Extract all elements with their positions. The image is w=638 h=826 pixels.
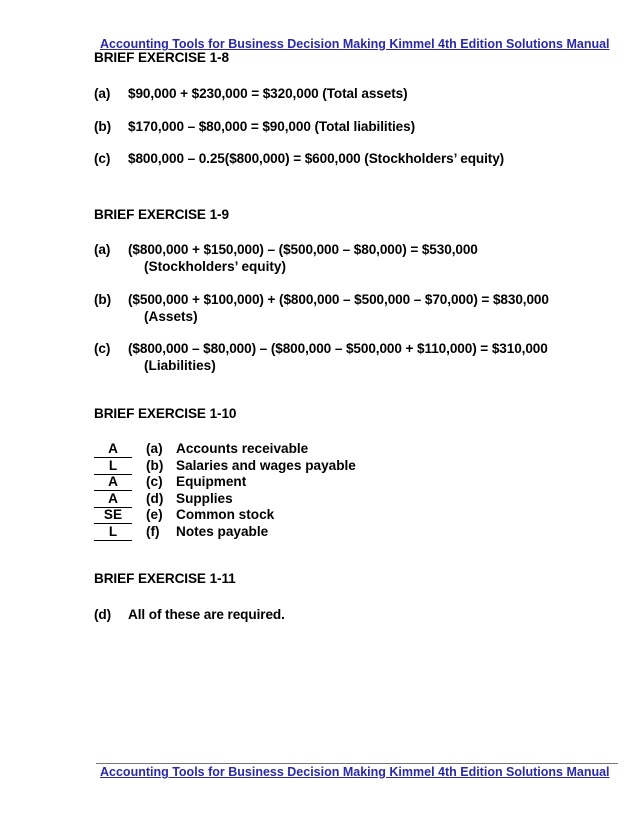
item-label: (c) [94, 151, 111, 166]
footer-solutions-manual-link[interactable]: Accounting Tools for Business Decision Making Kimmel 4th Edition Solutions Manual [100, 765, 610, 779]
item-label: (a) [94, 242, 111, 257]
be19-item-a-note: (Stockholders’ equity) [144, 259, 287, 274]
be18-item-a [94, 86, 408, 101]
account-name: Notes payable [176, 524, 269, 539]
item-label: (a) [94, 86, 111, 101]
be111-title: BRIEF EXERCISE 1-11 [94, 571, 236, 586]
be19-item-b [94, 292, 549, 307]
be19-item-a [94, 242, 478, 257]
be19-item-c-note: (Liabilities) [144, 358, 216, 373]
row-letter: (b) [146, 458, 164, 473]
be19-item-c [94, 341, 548, 356]
item-label: (c) [94, 341, 111, 356]
item-text: ($500,000 + $100,000) + ($800,000 – $500,000 – $70,000) = $830,000 [128, 292, 549, 307]
classification-code: L [94, 524, 132, 541]
classification-code: L [94, 458, 132, 475]
be110-title: BRIEF EXERCISE 1-10 [94, 406, 237, 421]
classification-code: A [94, 491, 132, 508]
be111-answer [94, 607, 285, 622]
row-letter: (c) [146, 474, 163, 489]
be19-item-b-note: (Assets) [144, 309, 198, 324]
be19-title: BRIEF EXERCISE 1-9 [94, 207, 229, 222]
account-name: Salaries and wages payable [176, 458, 356, 473]
account-name: Accounts receivable [176, 441, 309, 456]
item-label: (b) [94, 119, 112, 134]
item-text: $90,000 + $230,000 = $320,000 (Total assets) [128, 86, 408, 101]
item-label: (b) [94, 292, 112, 307]
row-letter: (d) [146, 491, 164, 506]
account-name: Supplies [176, 491, 233, 506]
be18-item-c [94, 151, 504, 166]
item-text: ($800,000 – $80,000) – ($800,000 – $500,000 + $110,000) = $310,000 [128, 341, 548, 356]
item-label: (d) [94, 607, 112, 622]
classification-code: A [94, 441, 132, 458]
account-name: Equipment [176, 474, 247, 489]
footer-divider [96, 763, 618, 764]
item-text: ($800,000 + $150,000) – ($500,000 – $80,000) = $530,000 [128, 242, 478, 257]
classification-code: SE [94, 507, 132, 524]
be18-title: BRIEF EXERCISE 1-8 [94, 50, 229, 65]
item-text: $800,000 – 0.25($800,000) = $600,000 (Stockholders’ equity) [128, 151, 505, 166]
row-letter: (f) [146, 524, 160, 539]
row-letter: (a) [146, 441, 163, 456]
item-text: $170,000 – $80,000 = $90,000 (Total liabilities) [128, 119, 416, 134]
header-solutions-manual-link[interactable]: Accounting Tools for Business Decision Making Kimmel 4th Edition Solutions Manual [100, 37, 610, 51]
row-letter: (e) [146, 507, 163, 522]
account-name: Common stock [176, 507, 275, 522]
classification-code: A [94, 474, 132, 491]
item-text: All of these are required. [128, 607, 285, 622]
be18-item-b [94, 119, 415, 134]
